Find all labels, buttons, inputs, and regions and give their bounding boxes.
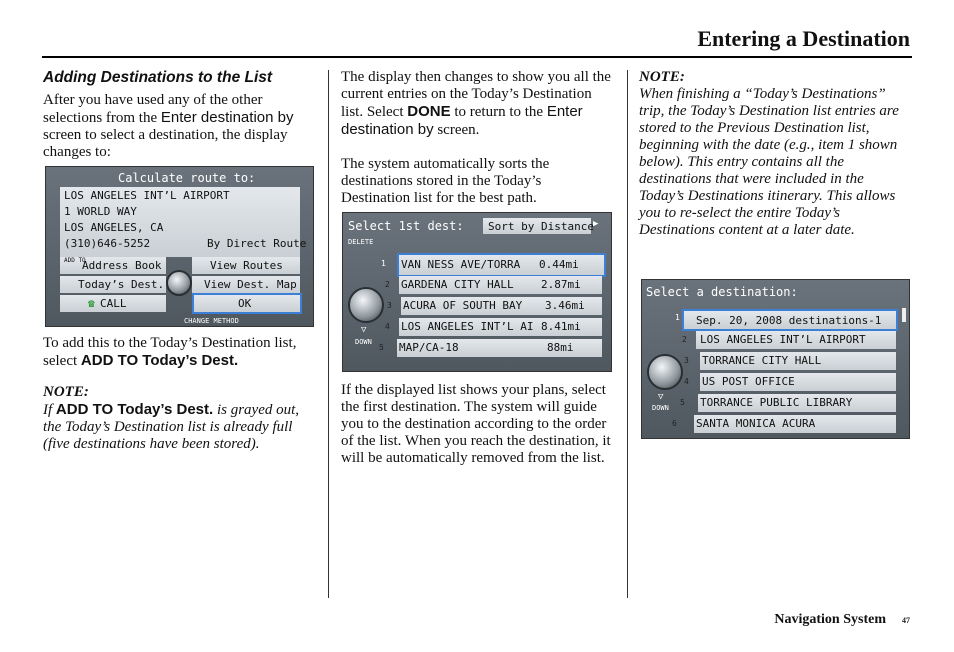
- paragraph-2: To add this to the Today’s Destination list, select ADD TO Today’s Dest.: [43, 335, 297, 369]
- column-divider-2: [627, 70, 628, 598]
- ok-button[interactable]: OK: [192, 293, 302, 314]
- list-item[interactable]: VAN NESS AVE/TORRA 0.44mi: [397, 253, 606, 277]
- selector-knob-icon: [166, 270, 192, 296]
- down-arrow-icon: ▽: [658, 392, 664, 402]
- delete-label: DELETE: [348, 238, 374, 246]
- view-dest-map-button[interactable]: View Dest. Map: [192, 276, 300, 293]
- column-3: [639, 69, 911, 239]
- selector-knob-icon: [647, 354, 683, 390]
- row-number: 2: [682, 335, 687, 344]
- address-line: (310)646-5252: [64, 237, 151, 250]
- list-item[interactable]: Sep. 20, 2008 destinations-1: [682, 309, 898, 331]
- down-arrow-icon: ▽: [361, 325, 367, 335]
- selector-knob-icon: [348, 287, 384, 323]
- select-a-destination-screen: [641, 279, 910, 439]
- list-item[interactable]: MAP/CA-18 88mi: [397, 339, 602, 357]
- column-1: [43, 69, 318, 161]
- row-number: 3: [684, 356, 689, 365]
- column-1-lower: [43, 335, 318, 453]
- select-1st-dest-screen: [342, 212, 612, 372]
- paragraph-3: The display then changes to show you all the current entries on the Today’s Destination list. Select DONE to return to the Enter destination by screen.: [341, 69, 611, 138]
- paragraph-5: If the displayed list shows your plans, select the first destination. The system will guide you to the destination according to the order of the list. When you reach the destination, it will be automatically removed from the list.: [341, 382, 611, 466]
- column-2: [341, 69, 611, 207]
- list-item[interactable]: GARDENA CITY HALL 2.87mi: [399, 276, 602, 294]
- paragraph-4: The system automatically sorts the destinations stored in the Today’s Destination list for the best path.: [341, 156, 550, 206]
- down-label: DOWN: [355, 338, 372, 346]
- view-routes-button[interactable]: View Routes: [192, 257, 300, 274]
- address-line: LOS ANGELES, CA: [64, 221, 164, 234]
- change-method-label: CHANGE METHOD: [184, 317, 239, 325]
- address-book-button[interactable]: ADD TO Address Book: [60, 257, 166, 274]
- todays-dest-button[interactable]: Today’s Dest.: [60, 276, 166, 293]
- add-to-label: ADD TO: [64, 257, 86, 264]
- phone-icon: ☎: [88, 297, 95, 310]
- row-number: 2: [385, 280, 390, 289]
- play-icon: ▶: [593, 219, 599, 229]
- address-panel: [60, 187, 307, 257]
- page-title: Entering a Destination: [697, 26, 910, 51]
- column-divider-1: [328, 70, 329, 598]
- list-item[interactable]: LOS ANGELES INT’L AIRPORT: [696, 331, 896, 349]
- footer: [774, 612, 910, 628]
- note-text: If ADD TO Today’s Dest. is grayed out, the Today’s Destination list is already full (five destinations have been stored).: [43, 401, 300, 452]
- screen-header: Calculate route to:: [118, 171, 256, 185]
- sort-by-distance-button[interactable]: Sort by Distance: [483, 218, 591, 234]
- screen-header: Select 1st dest:: [348, 219, 464, 233]
- calculate-route-screen: [45, 166, 314, 327]
- route-method: By Direct Route: [207, 237, 307, 250]
- row-number: 1: [381, 259, 386, 268]
- list-item[interactable]: US POST OFFICE: [700, 373, 896, 391]
- row-number: 5: [379, 343, 384, 352]
- down-label: DOWN: [652, 404, 669, 412]
- list-item[interactable]: TORRANCE CITY HALL: [700, 352, 896, 370]
- screen-header: Select a destination:: [646, 285, 798, 299]
- row-number: 1: [675, 313, 680, 322]
- note-text: When finishing a “Today’s Destinations” trip, the Today’s Destination list entries are stored to the Previous Destination list, beginning with the date (e.g., item 1 shown below). This entry contains all the destinations that were included in the Today’s Destinations itinerary. This allows you to re-select the entire Today’s Destinations content at a later date.: [639, 86, 899, 238]
- address-line: 1 WORLD WAY: [64, 205, 137, 218]
- list-item[interactable]: LOS ANGELES INT’L AI 8.41mi: [399, 318, 602, 336]
- row-number: 6: [672, 419, 677, 428]
- note-label: NOTE:: [639, 69, 685, 85]
- row-number: 4: [684, 377, 689, 386]
- scrollbar[interactable]: [902, 308, 906, 322]
- note-label: NOTE:: [43, 384, 89, 400]
- paragraph-1: After you have used any of the other selections from the Enter destination by screen to select a destination, the display changes to:: [43, 92, 294, 160]
- list-item[interactable]: TORRANCE PUBLIC LIBRARY: [698, 394, 896, 412]
- footer-label: Navigation System: [774, 612, 886, 627]
- header-rule: [42, 56, 912, 58]
- list-item[interactable]: ACURA OF SOUTH BAY 3.46mi: [401, 297, 602, 315]
- row-number: 4: [385, 322, 390, 331]
- column-2-lower: [341, 382, 616, 467]
- row-number: 5: [680, 398, 685, 407]
- section-heading: Adding Destinations to the List: [43, 69, 273, 86]
- address-line: LOS ANGELES INT’L AIRPORT: [64, 189, 230, 202]
- page-number: 47: [902, 616, 910, 625]
- list-item[interactable]: SANTA MONICA ACURA: [694, 415, 896, 433]
- row-number: 3: [387, 301, 392, 310]
- call-button[interactable]: CALL ☎: [60, 295, 166, 312]
